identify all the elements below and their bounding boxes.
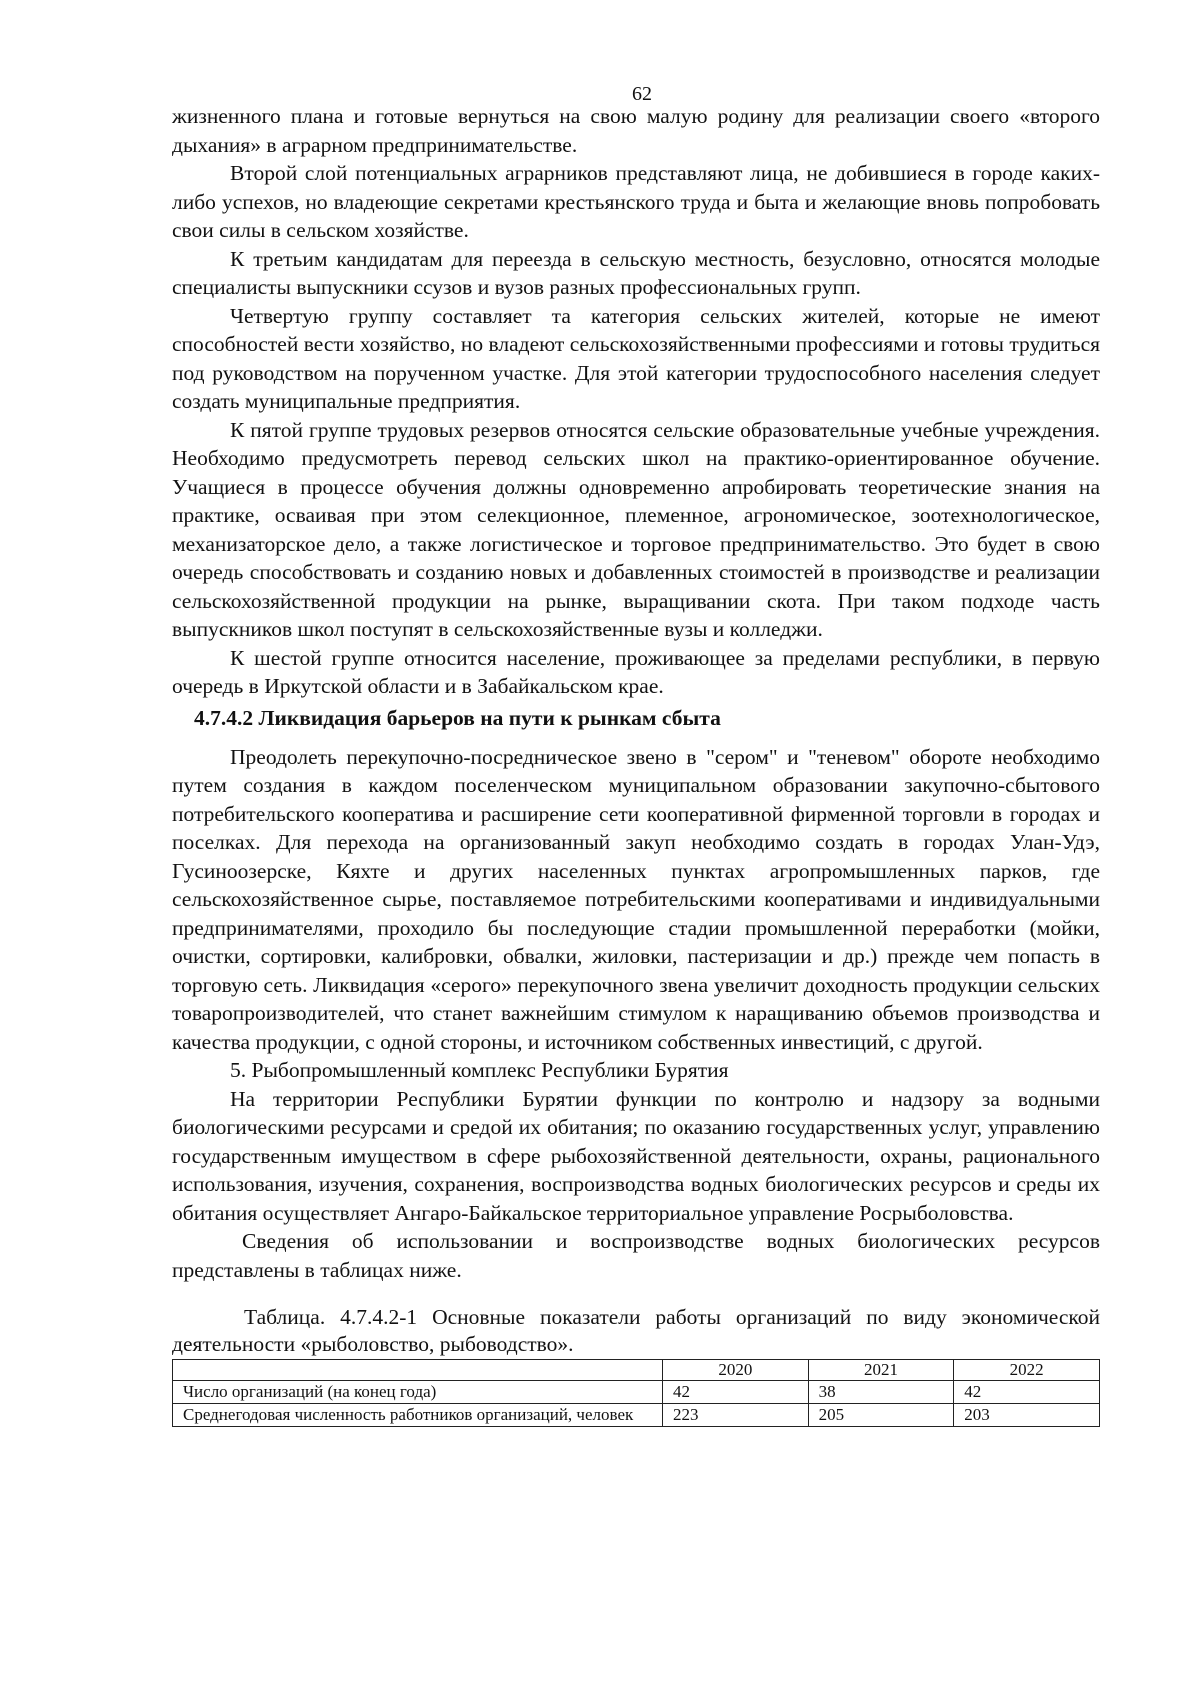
table-cell: 223: [662, 1404, 808, 1427]
paragraph: К пятой группе трудовых резервов относятся сельские образовательные учебные учреждения. Необходимо предусмотреть перевод сельских школ на практико-ориентированное обучение. Учащиеся в процессе обучения должны одновременно апробировать теоретические знания на практике, осваивая при этом селекционное, племенное, агрономическое, зоотехнологическое, механизаторское дело, а также логистическое и торговое предпринимательство. Это будет в свою очередь способствовать и созданию новых и добавленных стоимостей в производстве и реализации сельскохозяйственной продукции на рынке, выращивании скота. При таком подходе часть выпускников школ поступят в сельскохозяйственные вузы и колледжи.: [172, 417, 1100, 641]
section-heading: 4.7.4.2 Ликвидация барьеров на пути к рынкам сбыта: [194, 705, 721, 730]
table-header-row: [173, 1360, 1100, 1381]
table-header-cell: 2020: [662, 1360, 808, 1381]
paragraph: жизненного плана и готовые вернуться на свою малую родину для реализации своего «второго дыхания» в аграрном предпринимательстве.: [172, 104, 1100, 157]
paragraph: Четвертую группу составляет та категория сельских жителей, которые не имеют способностей вести хозяйство, но владеют сельскохозяйственными профессиями и готовы трудиться под руководством на порученном участке. Для этой категории трудоспособного населения следует создать муниципальные предприятия.: [172, 303, 1100, 413]
page-number: 62: [632, 83, 652, 105]
table-cell: 205: [808, 1404, 954, 1427]
table-caption: Таблица. 4.7.4.2-1 Основные показатели работы организаций по виду экономической деятельности «рыболовство, рыбоводство».: [172, 1305, 1100, 1356]
table-header-cell: 2021: [808, 1360, 954, 1381]
spacer: [172, 1284, 1100, 1304]
table-row: [173, 1404, 1100, 1427]
paragraph: Второй слой потенциальных аграрников представляют лица, не добившиеся в городе каких-либо успехов, но владеющие секретами крестьянского труда и быта и желающие вновь попробовать свои силы в сельском хозяйстве.: [172, 161, 1100, 242]
table-cell: 42: [954, 1381, 1100, 1404]
paragraph: К третьим кандидатам для переезда в сельскую местность, безусловно, относятся молодые специалисты выпускники ссузов и вузов разных профессиональных групп.: [172, 246, 1100, 299]
data-table: [172, 1359, 1100, 1427]
section-title: 5. Рыбопромышленный комплекс Республики Бурятия: [230, 1058, 729, 1082]
table-cell: Число организаций (на конец года): [173, 1381, 663, 1404]
document-page: [172, 80, 1100, 1427]
table-cell: Среднегодовая численность работников организаций, человек: [173, 1404, 663, 1427]
table-header-cell: 2022: [954, 1360, 1100, 1381]
table-header-cell: [173, 1360, 663, 1381]
table-cell: 42: [662, 1381, 808, 1404]
table-row: [173, 1381, 1100, 1404]
table-cell: 203: [954, 1404, 1100, 1427]
table-cell: 38: [808, 1381, 954, 1404]
paragraph: Преодолеть перекупочно-посредническое звено в "сером" и "теневом" обороте необходимо путем создания в каждом поселенческом муниципальном образовании закупочно-сбытового потребительского кооператива и расширение сети кооперативной фирменной торговли в городах и поселках. Для перехода на организованный закуп необходимо создать в городах Улан-Удэ, Гусиноозерске, Кяхте и других населенных пунктах агропромышленных парков, где сельскохозяйственное сырье, поставляемое потребительскими кооперативами и индивидуальными предпринимателями, проходило бы последующие стадии промышленной переработки (мойки, очистки, сортировки, калибровки, обвалки, жиловки, пастеризации и др.) прежде чем попасть в торговую сеть. Ликвидация «серого» перекупочного звена увеличит доходность продукции сельских товаропроизводителей, что станет важнейшим стимулом к наращиванию объемов производства и качества продукции, с одной стороны, и источником собственных инвестиций, с другой.: [172, 744, 1100, 1054]
paragraph: К шестой группе относится население, проживающее за пределами республики, в первую очередь в Иркутской области и в Забайкальском крае.: [172, 645, 1100, 698]
paragraph: На территории Республики Бурятии функции по контролю и надзору за водными биологическими ресурсами и средой их обитания; по оказанию государственных услуг, управлению государственным имуществом в сфере рыбохозяйственной деятельности, охраны, рационального использования, изучения, сохранения, воспроизводства водных биологических ресурсов и среды их обитания осуществляет Ангаро-Байкальское территориальное управление Росрыболовства.: [172, 1086, 1100, 1225]
paragraph: Сведения об использовании и воспроизводстве водных биологических ресурсов представлены в таблицах ниже.: [172, 1229, 1100, 1282]
